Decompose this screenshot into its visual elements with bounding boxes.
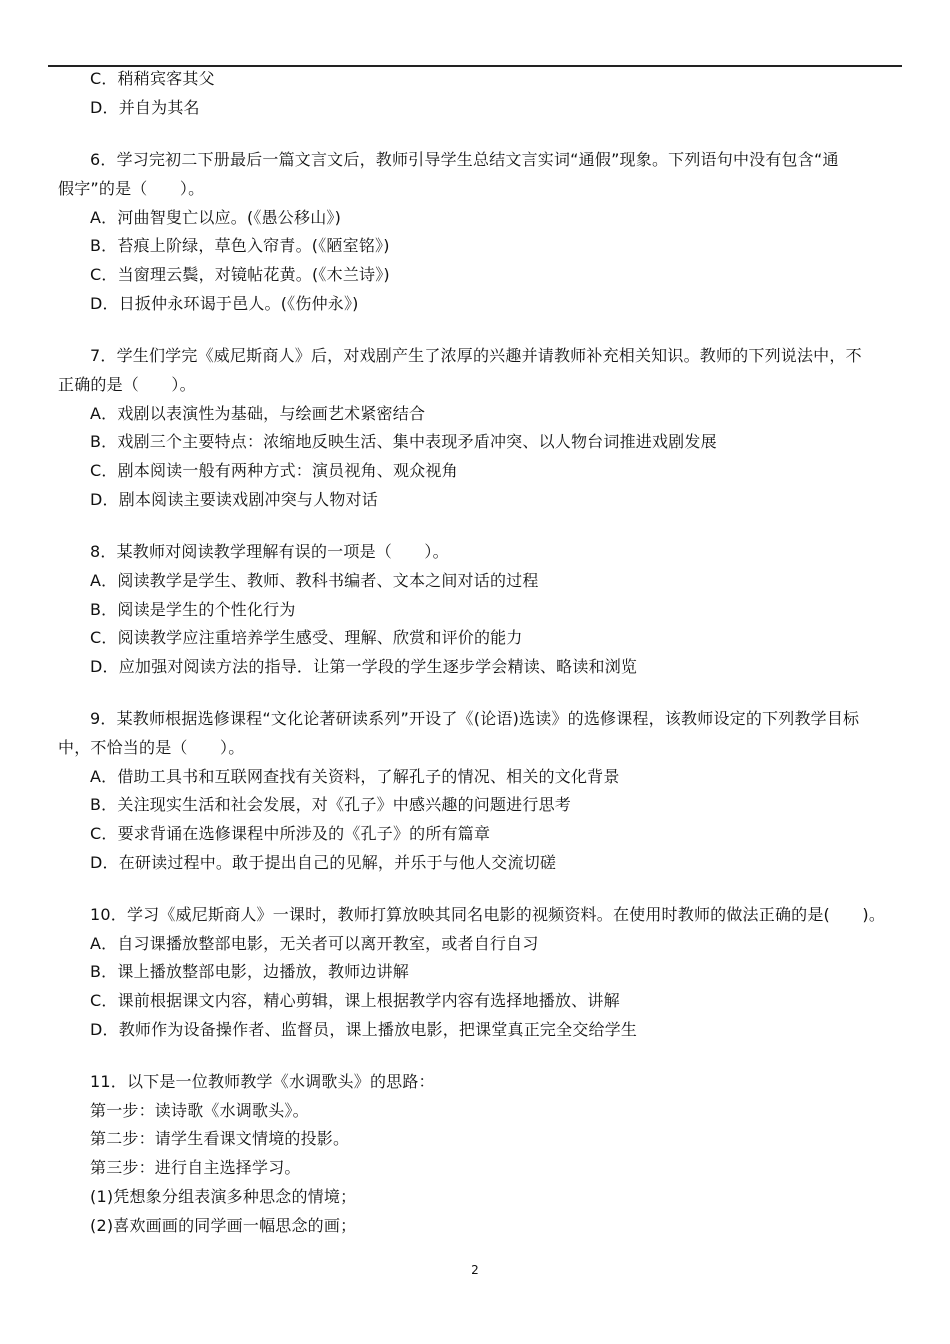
q8-stem: 8．某教师对阅读教学理解有误的一项是（ ）。 bbox=[90, 542, 449, 561]
page-number: 2 bbox=[471, 1263, 479, 1277]
q6-stem: 6．学习完初二下册最后一篇文言文后，教师引导学生总结文言实词“通假”现象。下列语句中没有包含“通 bbox=[90, 150, 839, 169]
header-rule bbox=[48, 65, 902, 67]
q6-option-b: B．苔痕上阶绿，草色入帘青。(《陋室铭》) bbox=[90, 236, 390, 255]
q11-stem: 11．以下是一位教师教学《水调歌头》的思路： bbox=[90, 1072, 435, 1091]
q10-option-c: C．课前根据课文内容，精心剪辑，课上根据教学内容有选择地播放、讲解 bbox=[90, 991, 620, 1010]
q6-option-a: A．河曲智叟亡以应。(《愚公移山》) bbox=[90, 208, 342, 227]
q6-stem-cont: 假字”的是（ ）。 bbox=[58, 179, 205, 198]
q9-option-a: A．借助工具书和互联网查找有关资料，了解孔子的情况、相关的文化背景 bbox=[90, 767, 620, 786]
q11-sub-1: (1)凭想象分组表演多种思念的情境； bbox=[90, 1187, 357, 1206]
q8-option-a: A．阅读教学是学生、教师、教科书编者、文本之间对话的过程 bbox=[90, 571, 539, 590]
q9-option-c: C．要求背诵在选修课程中所涉及的《孔子》的所有篇章 bbox=[90, 824, 491, 843]
q9-stem-cont: 中，不恰当的是（ ）。 bbox=[58, 738, 245, 757]
q9-option-b: B．关注现实生活和社会发展，对《孔子》中感兴趣的问题进行思考 bbox=[90, 795, 571, 814]
q10-option-b: B．课上播放整部电影，边播放，教师边讲解 bbox=[90, 962, 409, 981]
q7-stem-cont: 正确的是（ ）。 bbox=[58, 375, 196, 394]
q11-step-1: 第一步：读诗歌《水调歌头》。 bbox=[90, 1101, 309, 1120]
q9-option-d: D．在研读过程中。敢于提出自己的见解，并乐于与他人交流切磋 bbox=[90, 853, 557, 872]
q8-option-c: C．阅读教学应注重培养学生感受、理解、欣赏和评价的能力 bbox=[90, 628, 523, 647]
q11-sub-2: (2)喜欢画画的同学画一幅思念的画； bbox=[90, 1216, 357, 1235]
q11-step-2: 第二步：请学生看课文情境的投影。 bbox=[90, 1129, 350, 1148]
q6-option-d: D．日扳仲永环谒于邑人。(《伤仲永》) bbox=[90, 294, 359, 313]
q10-stem: 10．学习《威尼斯商人》一课时，教师打算放映其同名电影的视频资料。在使用时教师的做法正确的是( )。 bbox=[90, 905, 886, 924]
q8-option-d: D．应加强对阅读方法的指导．让第一学段的学生逐步学会精读、略读和浏览 bbox=[90, 657, 638, 676]
q9-stem: 9．某教师根据选修课程“文化论著研读系列”开设了《(论语)选读》的选修课程，该教师设定的下列教学目标 bbox=[90, 709, 860, 728]
option-c-prev: C．稍稍宾客其父 bbox=[90, 69, 215, 88]
option-d-prev: D．并自为其名 bbox=[90, 98, 200, 117]
q7-stem: 7．学生们学完《威尼斯商人》后，对戏剧产生了浓厚的兴趣并请教师补充相关知识。教师的下列说法中，不 bbox=[90, 346, 862, 365]
q7-option-c: C．剧本阅读一般有两种方式：演员视角、观众视角 bbox=[90, 461, 458, 480]
q6-option-c: C．当窗理云鬓，对镜帖花黄。(《木兰诗》) bbox=[90, 265, 390, 284]
q11-step-3: 第三步：进行自主选择学习。 bbox=[90, 1158, 301, 1177]
q7-option-d: D．剧本阅读主要读戏剧冲突与人物对话 bbox=[90, 490, 378, 509]
q7-option-a: A．戏剧以表演性为基础，与绘画艺术紧密结合 bbox=[90, 404, 426, 423]
q10-option-d: D．教师作为设备操作者、监督员，课上播放电影，把课堂真正完全交给学生 bbox=[90, 1020, 638, 1039]
q10-option-a: A．自习课播放整部电影，无关者可以离开教室，或者自行自习 bbox=[90, 934, 539, 953]
q7-option-b: B．戏剧三个主要特点：浓缩地反映生活、集中表现矛盾冲突、以人物台词推进戏剧发展 bbox=[90, 432, 717, 451]
q8-option-b: B．阅读是学生的个性化行为 bbox=[90, 600, 296, 619]
